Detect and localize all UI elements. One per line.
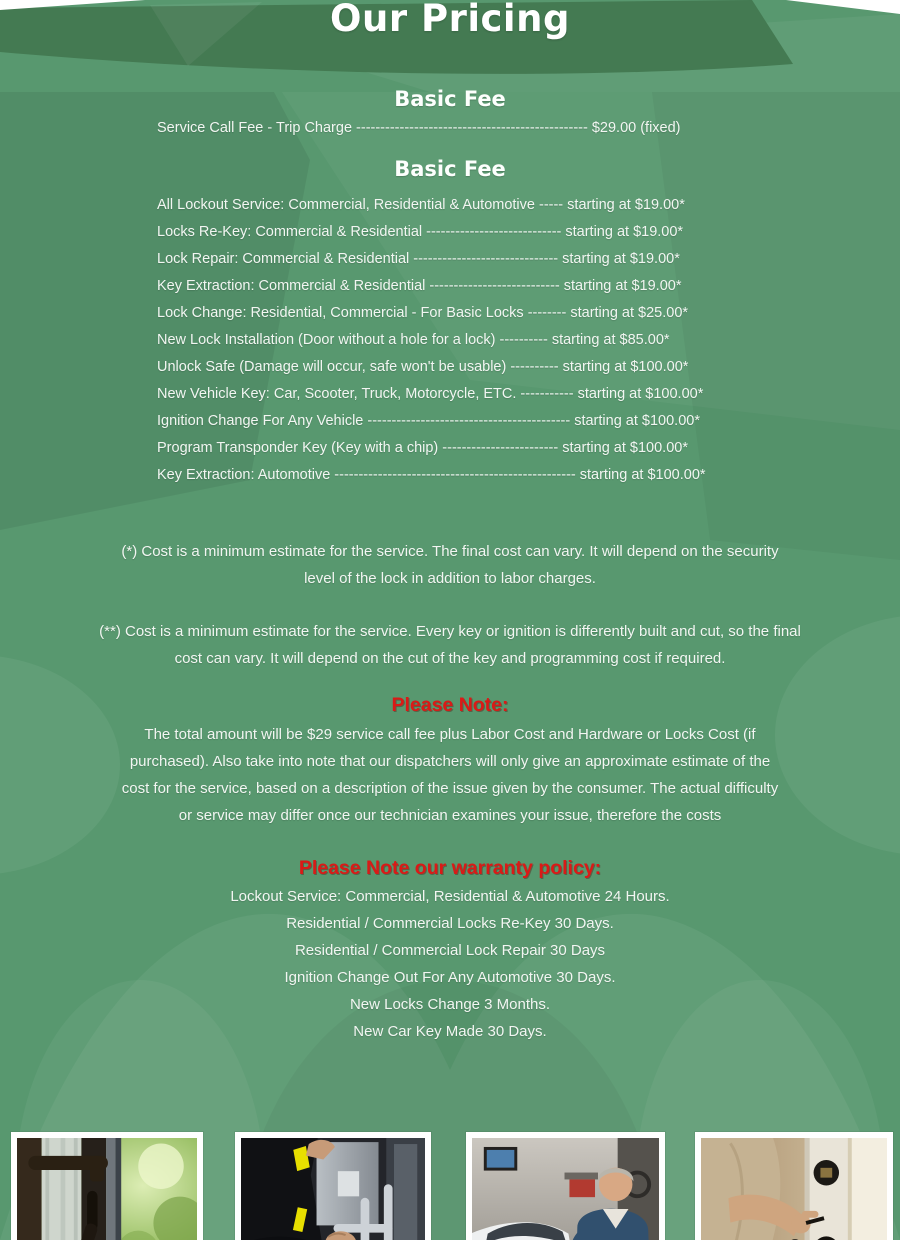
warranty-item: Residential / Commercial Locks Re-Key 30 Days. (286, 915, 614, 932)
price-item: New Vehicle Key: Car, Scooter, Truck, Motorcycle, ETC. ----------- starting at $100.00* (157, 386, 704, 402)
price-item: Locks Re-Key: Commercial & Residential ---------------------------- starting at $19.00* (157, 224, 684, 240)
basic-fee-heading-1: Basic Fee (394, 87, 506, 111)
please-note-heading: Please Note: (391, 694, 509, 716)
warranty-policy-heading: Please Note our warranty policy: (298, 857, 602, 879)
price-item: Key Extraction: Commercial & Residential --------------------------- starting at $19.00* (157, 278, 682, 294)
please-note-body: The total amount will be $29 service call fee plus Labor Cost and Hardware or Locks Cost (if purchased). Also take into note that our dispatchers will only give an approximate estimate of the cost for the service, based on a description of the issue given by the consumer. The actual difficulty or service may differ once our technician examines your issue, therefore the costs (121, 726, 779, 824)
price-item: Program Transponder Key (Key with a chip) ------------------------ starting at $100.00* (157, 440, 688, 456)
warranty-policy-list (0, 883, 900, 1045)
price-item: New Lock Installation (Door without a hole for a lock) ---------- starting at $85.00* (157, 332, 670, 348)
warranty-item: Lockout Service: Commercial, Residential & Automotive 24 Hours. (230, 888, 670, 905)
basic-fee-heading-2: Basic Fee (394, 157, 506, 181)
warranty-item: New Locks Change 3 Months. (349, 996, 551, 1013)
door-repair-photo (695, 1132, 893, 1240)
warranty-item: Ignition Change Out For Any Automotive 30 Days. (284, 969, 616, 986)
warranty-item: Residential / Commercial Lock Repair 30 Days (294, 942, 606, 959)
page-title: Our Pricing (330, 0, 570, 40)
auto-locksmith-photo (466, 1132, 665, 1240)
price-item: Ignition Change For Any Vehicle ------------------------------------------ starting at $100.00* (157, 413, 700, 429)
price-list (157, 192, 706, 489)
warranty-item: New Car Key Made 30 Days. (353, 1023, 547, 1040)
service-call-fee-line: Service Call Fee - Trip Charge ------------------------------------------------ $29.00 (fixed) (157, 120, 681, 136)
door-lock-photo (11, 1132, 203, 1240)
note-double-star: (**) Cost is a minimum estimate for the service. Every key or ignition is differently built and cut, so the final cost can vary. It will depend on the cut of the key and programming cost if required. (99, 623, 801, 667)
note-single-star: (*) Cost is a minimum estimate for the service. The final cost can vary. It will depend on the security level of the lock in addition to labor charges. (121, 543, 779, 587)
photo-strip (0, 1132, 900, 1240)
price-item: Key Extraction: Automotive -------------------------------------------------- starting at $100.00* (157, 467, 706, 483)
price-item: Lock Change: Residential, Commercial - For Basic Locks -------- starting at $25.00* (157, 305, 689, 321)
security-door-photo (235, 1132, 431, 1240)
price-item: All Lockout Service: Commercial, Residential & Automotive ----- starting at $19.00* (157, 197, 685, 213)
price-item: Unlock Safe (Damage will occur, safe won't be usable) ---------- starting at $100.00* (157, 359, 689, 375)
price-item: Lock Repair: Commercial & Residential ------------------------------ starting at $19.00* (157, 251, 680, 267)
